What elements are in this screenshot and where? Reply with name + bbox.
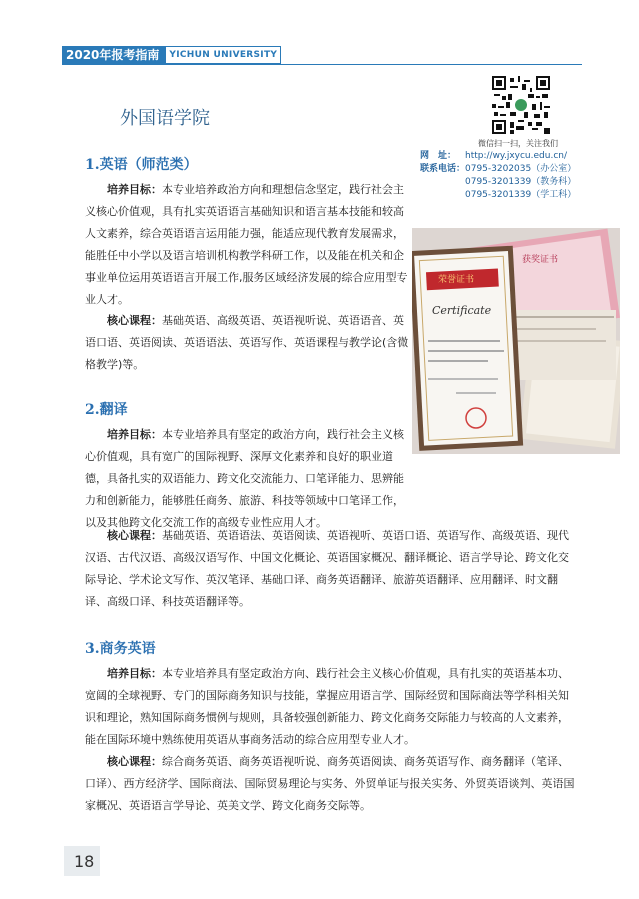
course-label: 核心课程： bbox=[107, 529, 162, 542]
header-university: YICHUN UNIVERSITY bbox=[165, 46, 281, 64]
paragraph bbox=[85, 751, 575, 817]
goal-label: 培养目标： bbox=[107, 183, 162, 196]
phone-label: 联系电话： bbox=[420, 164, 466, 174]
cert1-en: Certificate bbox=[432, 304, 492, 317]
section-heading: 1.英语（师范类） bbox=[85, 157, 198, 173]
cert2-title: 获奖证书 bbox=[522, 255, 559, 265]
header-guide: 2020年报考指南 bbox=[62, 46, 165, 64]
course-label: 核心课程： bbox=[107, 755, 162, 768]
course-label: 核心课程： bbox=[107, 314, 162, 327]
certificates-photo bbox=[412, 228, 620, 454]
phone-number: 0795-3202035（办公室） bbox=[465, 164, 577, 174]
qr-caption: 微信扫一扫，关注我们 bbox=[478, 139, 558, 148]
section-heading: 2.翻译 bbox=[85, 402, 128, 418]
website-link[interactable]: http://wy.jxycu.edu.cn/ bbox=[465, 151, 568, 161]
course-text: 综合商务英语、商务英语视听说、商务英语阅读、商务英语写作、商务翻译（笔译、口译）、西方经济学、国际商法、国际贸易理论与实务、外贸单证与报关实务、外贸英语谈判、英语国家概况、英语语言学导论、英美文学、跨文化商务交际等。 bbox=[85, 755, 575, 812]
website-row bbox=[420, 150, 576, 163]
phone-row bbox=[420, 176, 576, 189]
phone-row bbox=[420, 163, 576, 176]
section-heading: 3.商务英语 bbox=[85, 641, 156, 657]
goal-text: 本专业培养具有坚定的政治方向，践行社会主义核心价值观，具有宽广的国际视野、深厚文化素养和良好的职业道德，具备扎实的双语能力、跨文化交流能力、口笔译能力、思辨能力和创新能力，能够胜任商务、旅游、科技等领域中口笔译工作，以及其他跨文化交流工作的高级专业性应用人才。 bbox=[85, 428, 404, 529]
paragraph bbox=[85, 424, 413, 534]
paragraph bbox=[85, 310, 413, 376]
running-header bbox=[62, 45, 281, 65]
paragraph bbox=[85, 525, 575, 613]
goal-text: 本专业培养具有坚定政治方向、践行社会主义核心价值观，具有扎实的英语基本功、宽阔的全球视野、专门的国际商务知识与技能，掌握应用语言学、国际经贸和国际商法等学科相关知识和理论，熟知国际商务惯例与规则，具备较强创新能力、跨文化商务交际能力与较高的人文素养，能在国际环境中熟练使用英语从事商务活动的综合应用型专业人才。 bbox=[85, 667, 569, 746]
goal-text: 本专业培养政治方向和理想信念坚定，践行社会主义核心价值观，具有扎实英语语言基础知识和语言基本技能和较高人文素养，综合英语语言运用能力强，能适应现代教育发展需求，能胜任中小学以及语言培训机构教学科研工作，以及能在机关和企事业单位运用英语语言开展工作,服务区域经济发展的综合应用型专业人才。 bbox=[85, 183, 408, 306]
paragraph bbox=[85, 179, 413, 311]
course-text: 基础英语、英语语法、英语阅读、英语视听、英语口语、英语写作、高级英语、现代汉语、古代汉语、高级汉语写作、中国文化概论、英语国家概况、翻译概论、语言学导论、跨文化交际导论、学术论文写作、英汉笔译、基础口译、商务英语翻译、旅游英语翻译、应用翻译、时文翻译、高级口译、科技英语翻译等。 bbox=[85, 529, 569, 608]
qr-code-icon bbox=[492, 76, 550, 134]
page-number-box bbox=[64, 846, 100, 876]
goal-label: 培养目标： bbox=[107, 428, 162, 441]
header-rule bbox=[62, 64, 582, 65]
cert1-title: 荣誉证书 bbox=[438, 275, 475, 285]
goal-label: 培养目标： bbox=[107, 667, 162, 680]
phone-number: 0795-3201339（学工科） bbox=[465, 190, 577, 200]
paragraph bbox=[85, 663, 575, 751]
course-text: 基础英语、高级英语、英语视听说、英语语音、英语口语、英语阅读、英语语法、英语写作、英语课程与教学论(含微格教学)等。 bbox=[85, 314, 409, 371]
contact-info bbox=[420, 150, 576, 202]
page-number: 18 bbox=[74, 852, 95, 871]
page-title: 外国语学院 bbox=[120, 108, 210, 129]
phone-row bbox=[420, 189, 576, 202]
phone-number: 0795-3201339（教务科） bbox=[465, 177, 577, 187]
website-label: 网 址： bbox=[420, 151, 457, 161]
